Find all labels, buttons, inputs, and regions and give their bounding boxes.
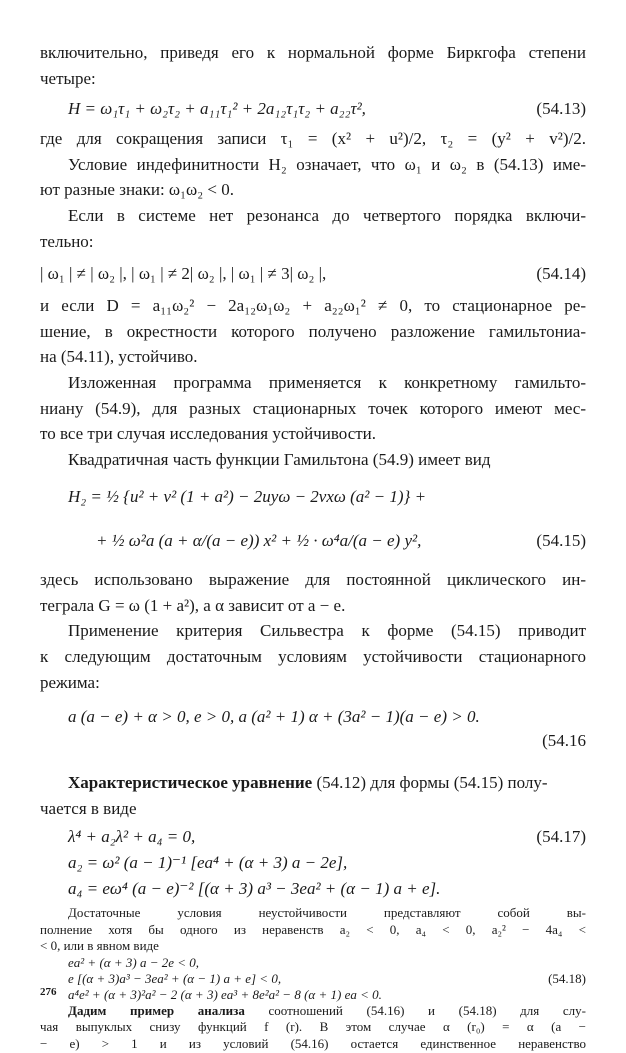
text-line: Квадратичная часть функции Гамильтона (54.9) имеет вид — [68, 450, 491, 469]
text-line: включительно, приведя его к нормальной форме Биркгофа степени — [40, 43, 586, 62]
text-line: чая выпуклых снизу функций f (r). В этом случае α (r₀) = α (a − — [40, 1019, 586, 1034]
equation-54-17-line2: a₂ = ω² (a − 1)⁻¹ [ea⁴ + (α + 3) a − 2e], — [68, 853, 348, 872]
text-line: полнение хотя бы одного из неравенств a₂ < 0, a₄ < 0, a₂² − 4a₄ < — [40, 921, 586, 937]
equation-54-16: a (a − e) + α > 0, e > 0, a (a² + 1) α + (3a² − 1)(a − e) > 0. — [68, 707, 480, 726]
text-line: тельно: — [40, 232, 94, 251]
text-line: на (54.11), устойчиво. — [40, 347, 198, 366]
equation-54-13: H = ω₁τ₁ + ω₂τ₂ + a₁₁τ₁² + 2a₁₂τ₁τ₂ + a₂₂τ², — [68, 99, 366, 118]
text-line: и если D = a₁₁ω₂² − 2a₁₂ω₁ω₂ + a₂₂ω₁² ≠ 0, то стационарное ре- — [40, 296, 586, 315]
equation-54-15-part2: + ½ ω²a (a + α/(a − e)) x² + ½ · ω⁴a/(a − e) y², — [96, 531, 422, 550]
equation-54-17-line1: λ⁴ + a₂λ² + a₄ = 0, — [68, 827, 196, 846]
equation-54-18-line: ea² + (α + 3) a − 2e < 0, — [68, 954, 200, 970]
text-line: к следующим достаточным условиям устойчивости стационарного — [40, 647, 586, 666]
text-line: шение, в окрестности которого получено разложение гамильтониа- — [40, 322, 586, 341]
text-line: чается в виде — [40, 799, 137, 818]
text-span: соотношений (54.16) и (54.18) для слу- — [244, 1002, 586, 1018]
equation-number: (54.13) — [536, 99, 586, 118]
equation-54-14: | ω₁ | ≠ | ω₂ |, | ω₁ | ≠ 2| ω₂ |, | ω₁ | ≠ 3| ω₂ |, — [40, 264, 327, 283]
text-line: четыре: — [40, 69, 96, 88]
text-line: теграла G = ω (1 + a²), а α зависит от a − e. — [40, 596, 346, 615]
equation-54-18-line: e [(α + 3)a³ − 3ea² + (α − 1) a + e] < 0, — [68, 970, 282, 986]
text-line: Условие индефинитности H₂ означает, что ω₁ и ω₂ в (54.13) име- — [68, 155, 586, 174]
text-line: режима: — [40, 673, 100, 692]
text-line: Изложенная программа применяется к конкретному гамильто- — [68, 373, 586, 392]
emphasis-term: Дадим пример анализа — [68, 1002, 245, 1018]
text-line: ют разные знаки: ω₁ω₂ < 0. — [40, 180, 234, 199]
equation-number: (54.15) — [536, 531, 586, 550]
text-line: Достаточные условия неустойчивости представляют собой вы- — [68, 905, 586, 920]
equation-number: (54.16 — [542, 731, 586, 750]
text-span: (54.12) для формы (54.15) полу- — [312, 773, 548, 792]
text-line: то все три случая исследования устойчивости. — [40, 424, 377, 443]
text-line: − e) > 1 и из условий (54.16) остается единственное неравенство — [40, 1035, 586, 1051]
equation-number: (54.14) — [536, 264, 586, 283]
text-line: здесь использовано выражение для постоянной циклического ин- — [40, 570, 586, 589]
equation-54-15-part1: H₂ = ½ {u² + v² (1 + a²) − 2uyω − 2vxω (a² − 1)} + — [68, 487, 427, 506]
text-line — [68, 1002, 586, 1020]
equation-number: (54.18) — [548, 970, 586, 986]
text-line: Применение критерия Сильвестра к форме (54.15) приводит — [68, 621, 586, 640]
text-line — [68, 770, 586, 796]
text-line: где для сокращения записи τ₁ = (x² + u²)/2, τ₂ = (y² + v²)/2. — [40, 129, 586, 148]
page-number: 276 — [40, 986, 57, 998]
equation-54-18-line: a⁴e² + (α + 3)²a² − 2 (α + 3) ea³ + 8e²a² − 8 (α + 1) ea < 0. — [68, 986, 382, 1002]
equation-54-17-line3: a₄ = eω⁴ (a − e)⁻² [(α + 3) a³ − 3ea² + (α − 1) a + e]. — [68, 879, 441, 898]
text-line: ниану (54.9), для разных стационарных точек которого имеют мес- — [40, 399, 586, 418]
text-line: < 0, или в явном виде — [40, 938, 159, 953]
text-line: Если в системе нет резонанса до четвертого порядка включи- — [68, 206, 586, 225]
equation-number: (54.17) — [536, 827, 586, 846]
emphasis-term: Характеристическое уравнение — [68, 773, 313, 792]
